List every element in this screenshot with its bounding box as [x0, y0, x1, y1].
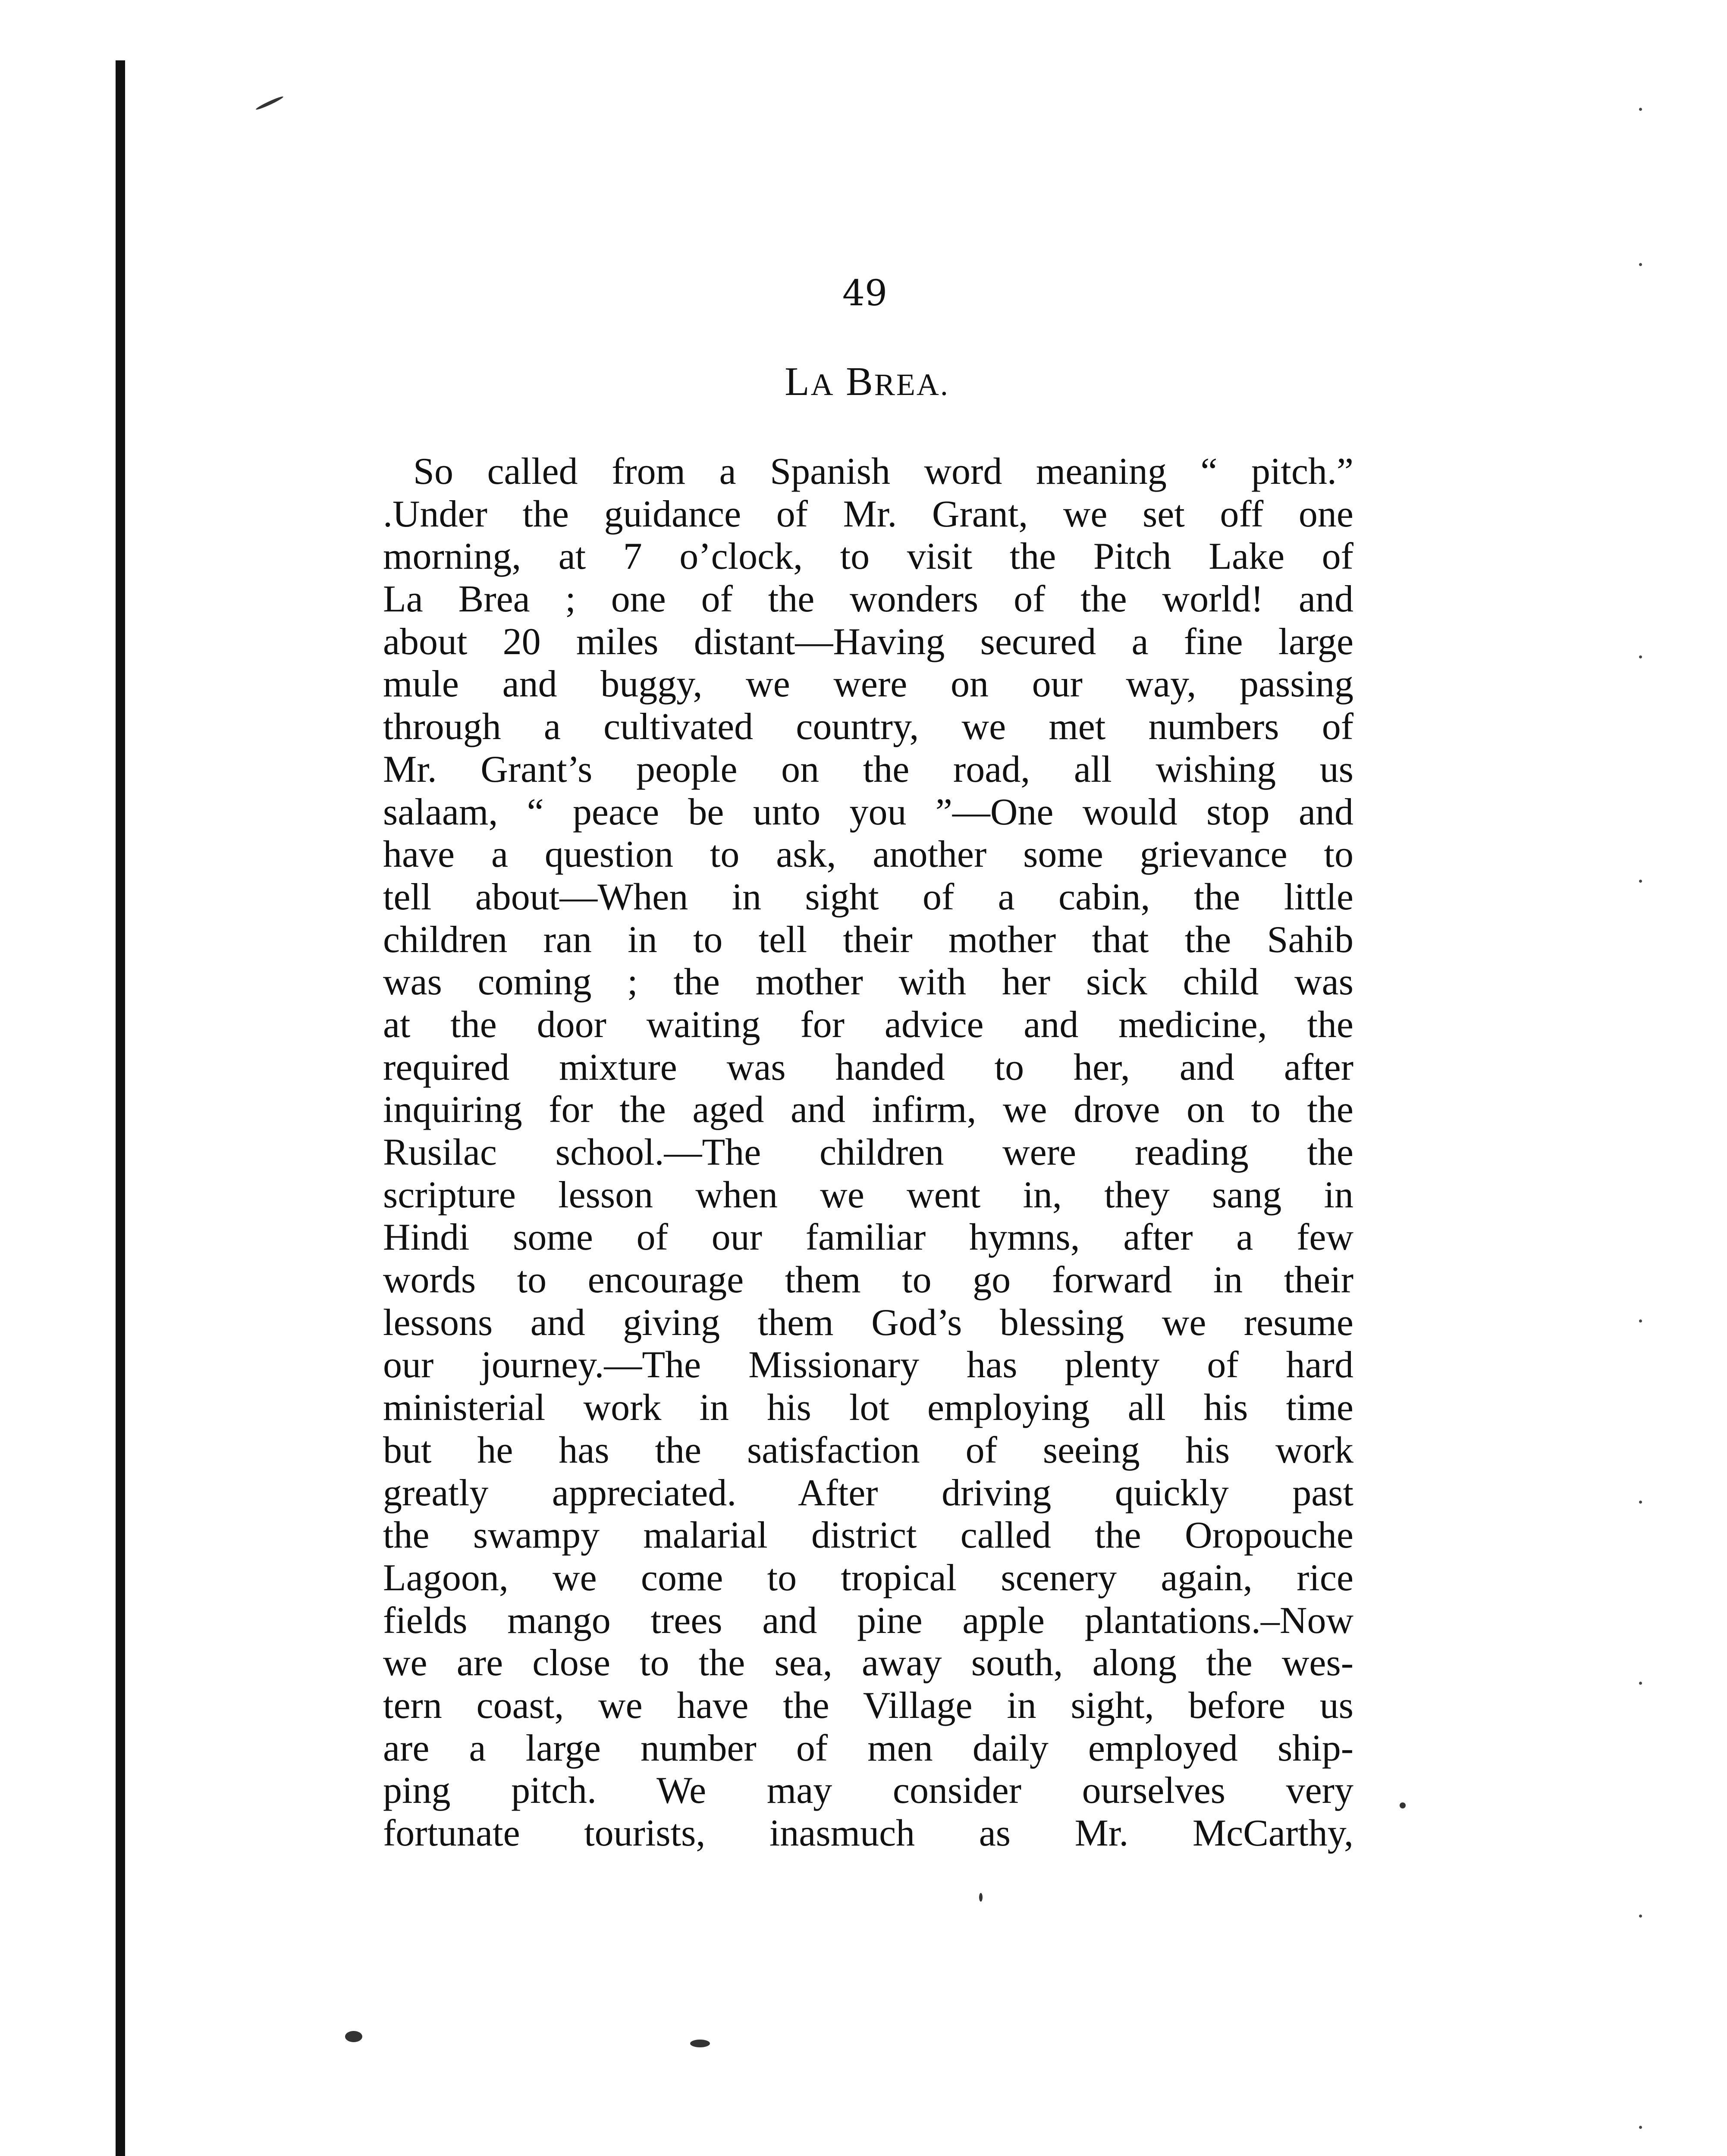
- edge-mark: [1639, 2126, 1642, 2129]
- edge-mark: [1639, 263, 1642, 266]
- binding-shadow: [116, 60, 125, 2156]
- text-line: words to encourage them to go forward in their: [383, 1259, 1353, 1301]
- heading-small-caps: REA.: [874, 367, 949, 402]
- text-line: ministerial work in his lot employing all his time: [383, 1387, 1353, 1429]
- text-line: we are close to the sea, away south, along the wes-: [383, 1642, 1353, 1684]
- ink-speck: [345, 2031, 362, 2042]
- text-line: greatly appreciated. After driving quickly past: [383, 1472, 1353, 1514]
- text-line: .Under the guidance of Mr. Grant, we set off one: [383, 493, 1353, 535]
- edge-mark: [1639, 1501, 1642, 1504]
- text-line: are a large number of men daily employed ship-: [383, 1727, 1353, 1769]
- edge-mark: [1639, 1682, 1642, 1685]
- text-line: fields mango trees and pine apple plantations.–Now: [383, 1599, 1353, 1642]
- text-line: inquiring for the aged and infirm, we drove on to the: [383, 1089, 1353, 1131]
- edge-mark: [1639, 1319, 1642, 1322]
- text-line: at the door waiting for advice and medicine, the: [383, 1003, 1353, 1046]
- text-line: salaam, “ peace be unto you ”—One would stop and: [383, 791, 1353, 833]
- body-paragraph: [383, 451, 1353, 1855]
- text-line: Lagoon, we come to tropical scenery again, rice: [383, 1557, 1353, 1599]
- text-line: scripture lesson when we went in, they sang in: [383, 1174, 1353, 1216]
- edge-mark: [1639, 655, 1642, 658]
- text-line: was coming ; the mother with her sick child was: [383, 961, 1353, 1003]
- heading-initial: B: [846, 359, 874, 404]
- text-line: through a cultivated country, we met numbers of: [383, 706, 1353, 748]
- page-number: 49: [842, 273, 888, 314]
- text-line: Rusilac school.—The children were reading the: [383, 1131, 1353, 1173]
- ink-speck: [255, 95, 284, 111]
- text-line: lessons and giving them God’s blessing we resume: [383, 1301, 1353, 1344]
- text-line: tern coast, we have the Village in sight, before us: [383, 1684, 1353, 1727]
- text-line: mule and buggy, we were on our way, passing: [383, 663, 1353, 705]
- text-line: have a question to ask, another some grievance to: [383, 834, 1353, 876]
- text-line: tell about—When in sight of a cabin, the little: [383, 876, 1353, 918]
- ink-speck: [690, 2040, 710, 2047]
- heading-initial: L: [785, 359, 811, 404]
- text-line: our journey.—The Missionary has plenty of hard: [383, 1344, 1353, 1386]
- ink-speck: [1400, 1802, 1406, 1808]
- text-line: the swampy malarial district called the Oropouche: [383, 1514, 1353, 1557]
- text-line: Hindi some of our familiar hymns, after a few: [383, 1216, 1353, 1259]
- edge-mark: [1639, 1915, 1642, 1918]
- text-line: ping pitch. We may consider ourselves very: [383, 1770, 1353, 1812]
- edge-mark: [1639, 880, 1642, 883]
- text-line: required mixture was handed to her, and after: [383, 1046, 1353, 1088]
- edge-mark: [1639, 108, 1642, 111]
- text-line: La Brea ; one of the wonders of the world! and: [383, 578, 1353, 620]
- text-line: So called from a Spanish word meaning “ pitch.”: [413, 451, 1353, 492]
- text-line: fortunate tourists, inasmuch as Mr. McCarthy,: [383, 1812, 1353, 1854]
- text-line: morning, at 7 o’clock, to visit the Pitch Lake of: [383, 536, 1353, 578]
- text-line: but he has the satisfaction of seeing his work: [383, 1429, 1353, 1471]
- section-heading: [681, 361, 1052, 405]
- text-line: about 20 miles distant—Having secured a fine large: [383, 620, 1353, 663]
- text-line: Mr. Grant’s people on the road, all wishing us: [383, 748, 1353, 790]
- text-line: children ran in to tell their mother that the Sahib: [383, 918, 1353, 961]
- heading-small-caps: A: [810, 367, 835, 402]
- ink-speck: [979, 1893, 983, 1902]
